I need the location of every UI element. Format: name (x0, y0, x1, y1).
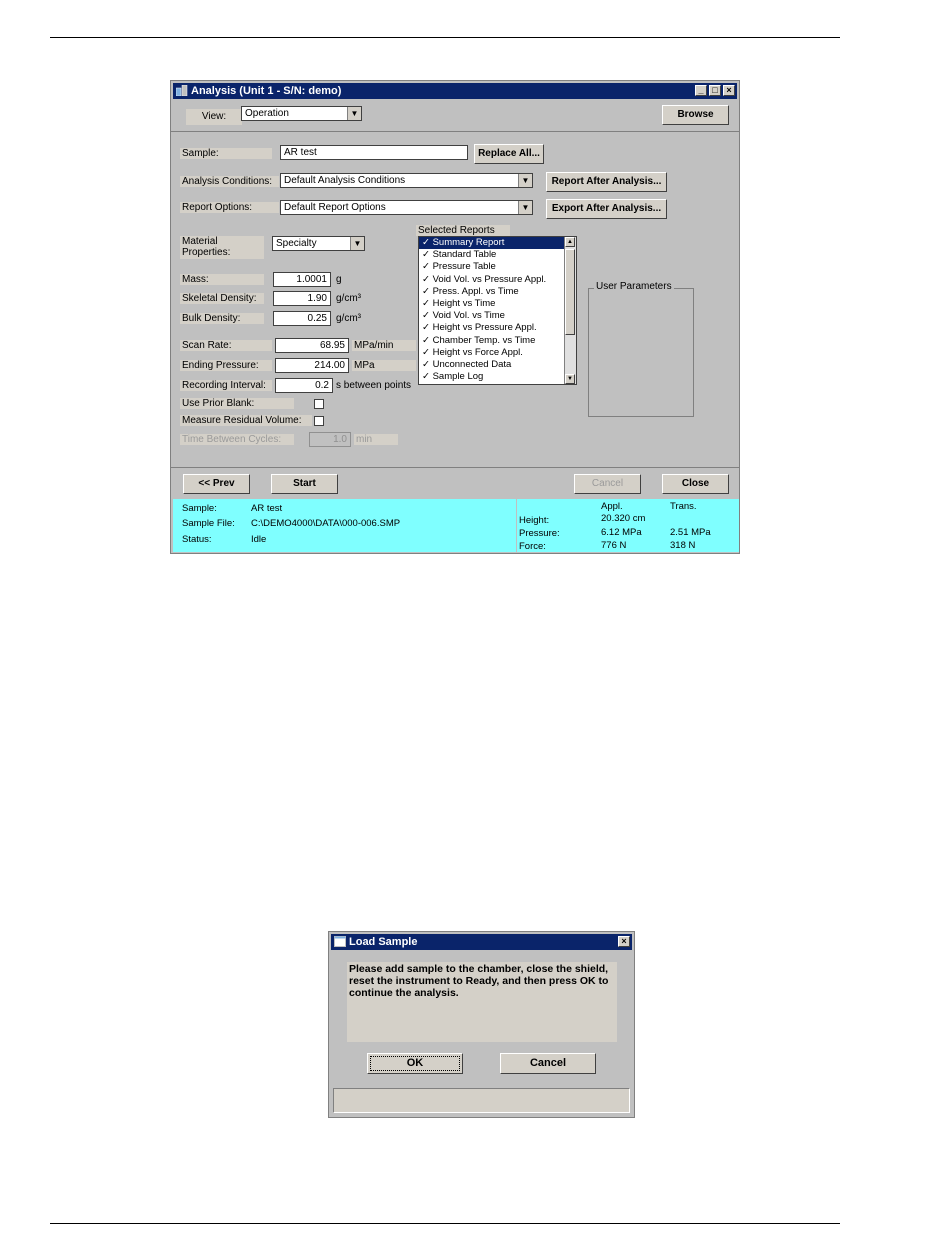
mass-input[interactable]: 1.0001 (273, 272, 331, 287)
mass-unit: g (336, 274, 342, 285)
load-sample-title: Load Sample (349, 936, 418, 948)
selected-reports-label: Selected Reports (416, 225, 510, 236)
scroll-thumb[interactable] (565, 249, 575, 335)
report-after-analysis-button[interactable]: Report After Analysis... (546, 172, 667, 192)
ending-pressure-input[interactable]: 214.00 (275, 358, 349, 373)
scrollbar[interactable] (564, 237, 576, 384)
report-list-item[interactable]: ✓ Void Vol. vs Pressure Appl. (422, 273, 547, 285)
measure-residual-volume-label: Measure Residual Volume: (180, 415, 312, 426)
force-trans: 318 N (670, 540, 696, 551)
scroll-up-icon[interactable]: ▲ (565, 237, 575, 247)
ok-button[interactable]: OK (367, 1053, 463, 1074)
analysis-conditions-label: Analysis Conditions: (180, 176, 279, 187)
status-panel-right (517, 499, 739, 552)
mass-label: Mass: (180, 274, 264, 285)
bulk-density-label: Bulk Density: (180, 313, 264, 324)
scan-rate-input[interactable]: 68.95 (275, 338, 349, 353)
browse-button[interactable]: Browse (662, 105, 729, 125)
height-label: Height: (519, 515, 550, 526)
minimize-icon[interactable]: _ (695, 85, 707, 96)
close-icon[interactable]: × (618, 936, 630, 947)
status-sample-value: AR test (251, 503, 283, 514)
divider (171, 131, 739, 132)
load-sample-dialog (328, 931, 635, 1118)
top-page-rule (50, 37, 840, 38)
time-between-cycles-unit: min (354, 434, 398, 445)
analysis-titlebar (173, 83, 737, 99)
pressure-appl: 6.12 MPa (601, 527, 642, 538)
force-appl: 776 N (601, 540, 627, 551)
report-list-item[interactable]: ✓ Height vs Pressure Appl. (422, 322, 537, 334)
bulk-density-unit: g/cm³ (336, 313, 361, 324)
analysis-window (170, 80, 740, 554)
pressure-label: Pressure: (519, 528, 560, 539)
force-label: Force: (519, 541, 546, 552)
report-list-item[interactable]: ✓ Height vs Force Appl. (422, 346, 523, 358)
report-list-item[interactable]: ✓ Chamber Temp. vs Time (422, 334, 536, 346)
analysis-conditions-select[interactable]: Default Analysis Conditions ▼ (280, 173, 533, 188)
scan-rate-unit: MPa/min (352, 340, 416, 351)
skeletal-density-input[interactable]: 1.90 (273, 291, 331, 306)
export-after-analysis-button[interactable]: Export After Analysis... (546, 199, 667, 219)
skeletal-density-label: Skeletal Density: (180, 293, 264, 304)
pressure-trans: 2.51 MPa (670, 527, 711, 538)
replace-all-button[interactable]: Replace All... (474, 144, 544, 164)
report-list-item[interactable]: ✓ Void Vol. vs Time (422, 310, 505, 322)
close-button[interactable]: Close (662, 474, 729, 494)
report-list-item[interactable]: ✓ Unconnected Data (422, 358, 512, 370)
scroll-down-icon[interactable]: ▼ (565, 374, 575, 384)
material-properties-select[interactable]: Specialty ▼ (272, 236, 365, 251)
chevron-down-icon: ▼ (518, 174, 532, 187)
recording-interval-input[interactable]: 0.2 (275, 378, 333, 393)
trans-header: Trans. (670, 501, 697, 512)
report-list-item[interactable]: ✓ Sample Log (422, 371, 484, 383)
use-prior-blank-label: Use Prior Blank: (180, 398, 294, 409)
use-prior-blank-checkbox[interactable] (314, 399, 324, 409)
status-sample-label: Sample: (182, 503, 217, 514)
ending-pressure-label: Ending Pressure: (180, 360, 272, 371)
report-options-select[interactable]: Default Report Options ▼ (280, 200, 533, 215)
divider (171, 467, 739, 468)
load-sample-message: Please add sample to the chamber, close the shield, reset the instrument to Ready, and then press OK to continue the analysis. (347, 962, 617, 1042)
chevron-down-icon: ▼ (347, 107, 361, 120)
cancel-button: Cancel (574, 474, 641, 494)
bottom-page-rule (50, 1223, 840, 1224)
recording-interval-unit: s between points (336, 380, 412, 391)
analysis-window-title: Analysis (Unit 1 - S/N: demo) (191, 85, 342, 97)
dialog-status-field (333, 1088, 630, 1113)
report-list-item[interactable]: ✓ Press. Appl. vs Time (422, 285, 519, 297)
height-appl: 20.320 cm (601, 513, 646, 524)
cancel-button[interactable]: Cancel (500, 1053, 596, 1074)
sample-input[interactable]: AR test (280, 145, 468, 160)
maximize-icon[interactable]: □ (709, 85, 721, 96)
chevron-down-icon: ▼ (518, 201, 532, 214)
app-icon (176, 85, 188, 96)
window-icon (334, 936, 346, 947)
appl-header: Appl. (601, 501, 623, 512)
recording-interval-label: Recording Interval: (180, 380, 272, 391)
load-sample-titlebar (331, 934, 632, 950)
material-properties-label: Material Properties: (180, 236, 264, 259)
time-between-cycles-label: Time Between Cycles: (180, 434, 294, 445)
status-value: Idle (251, 534, 267, 545)
status-label: Status: (182, 534, 212, 545)
status-panel-left (173, 499, 516, 552)
report-options-label: Report Options: (180, 202, 279, 213)
user-parameters-group (588, 288, 694, 417)
prev-button[interactable]: << Prev (183, 474, 250, 494)
scan-rate-label: Scan Rate: (180, 340, 272, 351)
user-parameters-label: User Parameters (596, 281, 672, 292)
status-sample-file-label: Sample File: (182, 518, 235, 529)
view-select[interactable]: Operation ▼ (241, 106, 362, 121)
chevron-down-icon: ▼ (350, 237, 364, 250)
status-sample-file-value: C:\DEMO4000\DATA\000-006.SMP (251, 518, 401, 529)
report-list-item[interactable]: ✓ Summary Report (419, 237, 576, 249)
report-list-item[interactable]: ✓ Height vs Time (422, 297, 496, 309)
measure-residual-volume-checkbox[interactable] (314, 416, 324, 426)
selected-reports-list[interactable] (418, 236, 577, 385)
ending-pressure-unit: MPa (352, 360, 416, 371)
skeletal-density-unit: g/cm³ (336, 293, 361, 304)
bulk-density-input[interactable]: 0.25 (273, 311, 331, 326)
start-button[interactable]: Start (271, 474, 338, 494)
close-icon[interactable]: × (723, 85, 735, 96)
sample-label: Sample: (180, 148, 272, 159)
report-list-item[interactable]: ✓ Standard Table (422, 249, 497, 261)
report-list-item[interactable]: ✓ Pressure Table (422, 261, 496, 273)
view-label: View: (186, 109, 242, 125)
time-between-cycles-input: 1.0 (309, 432, 351, 447)
